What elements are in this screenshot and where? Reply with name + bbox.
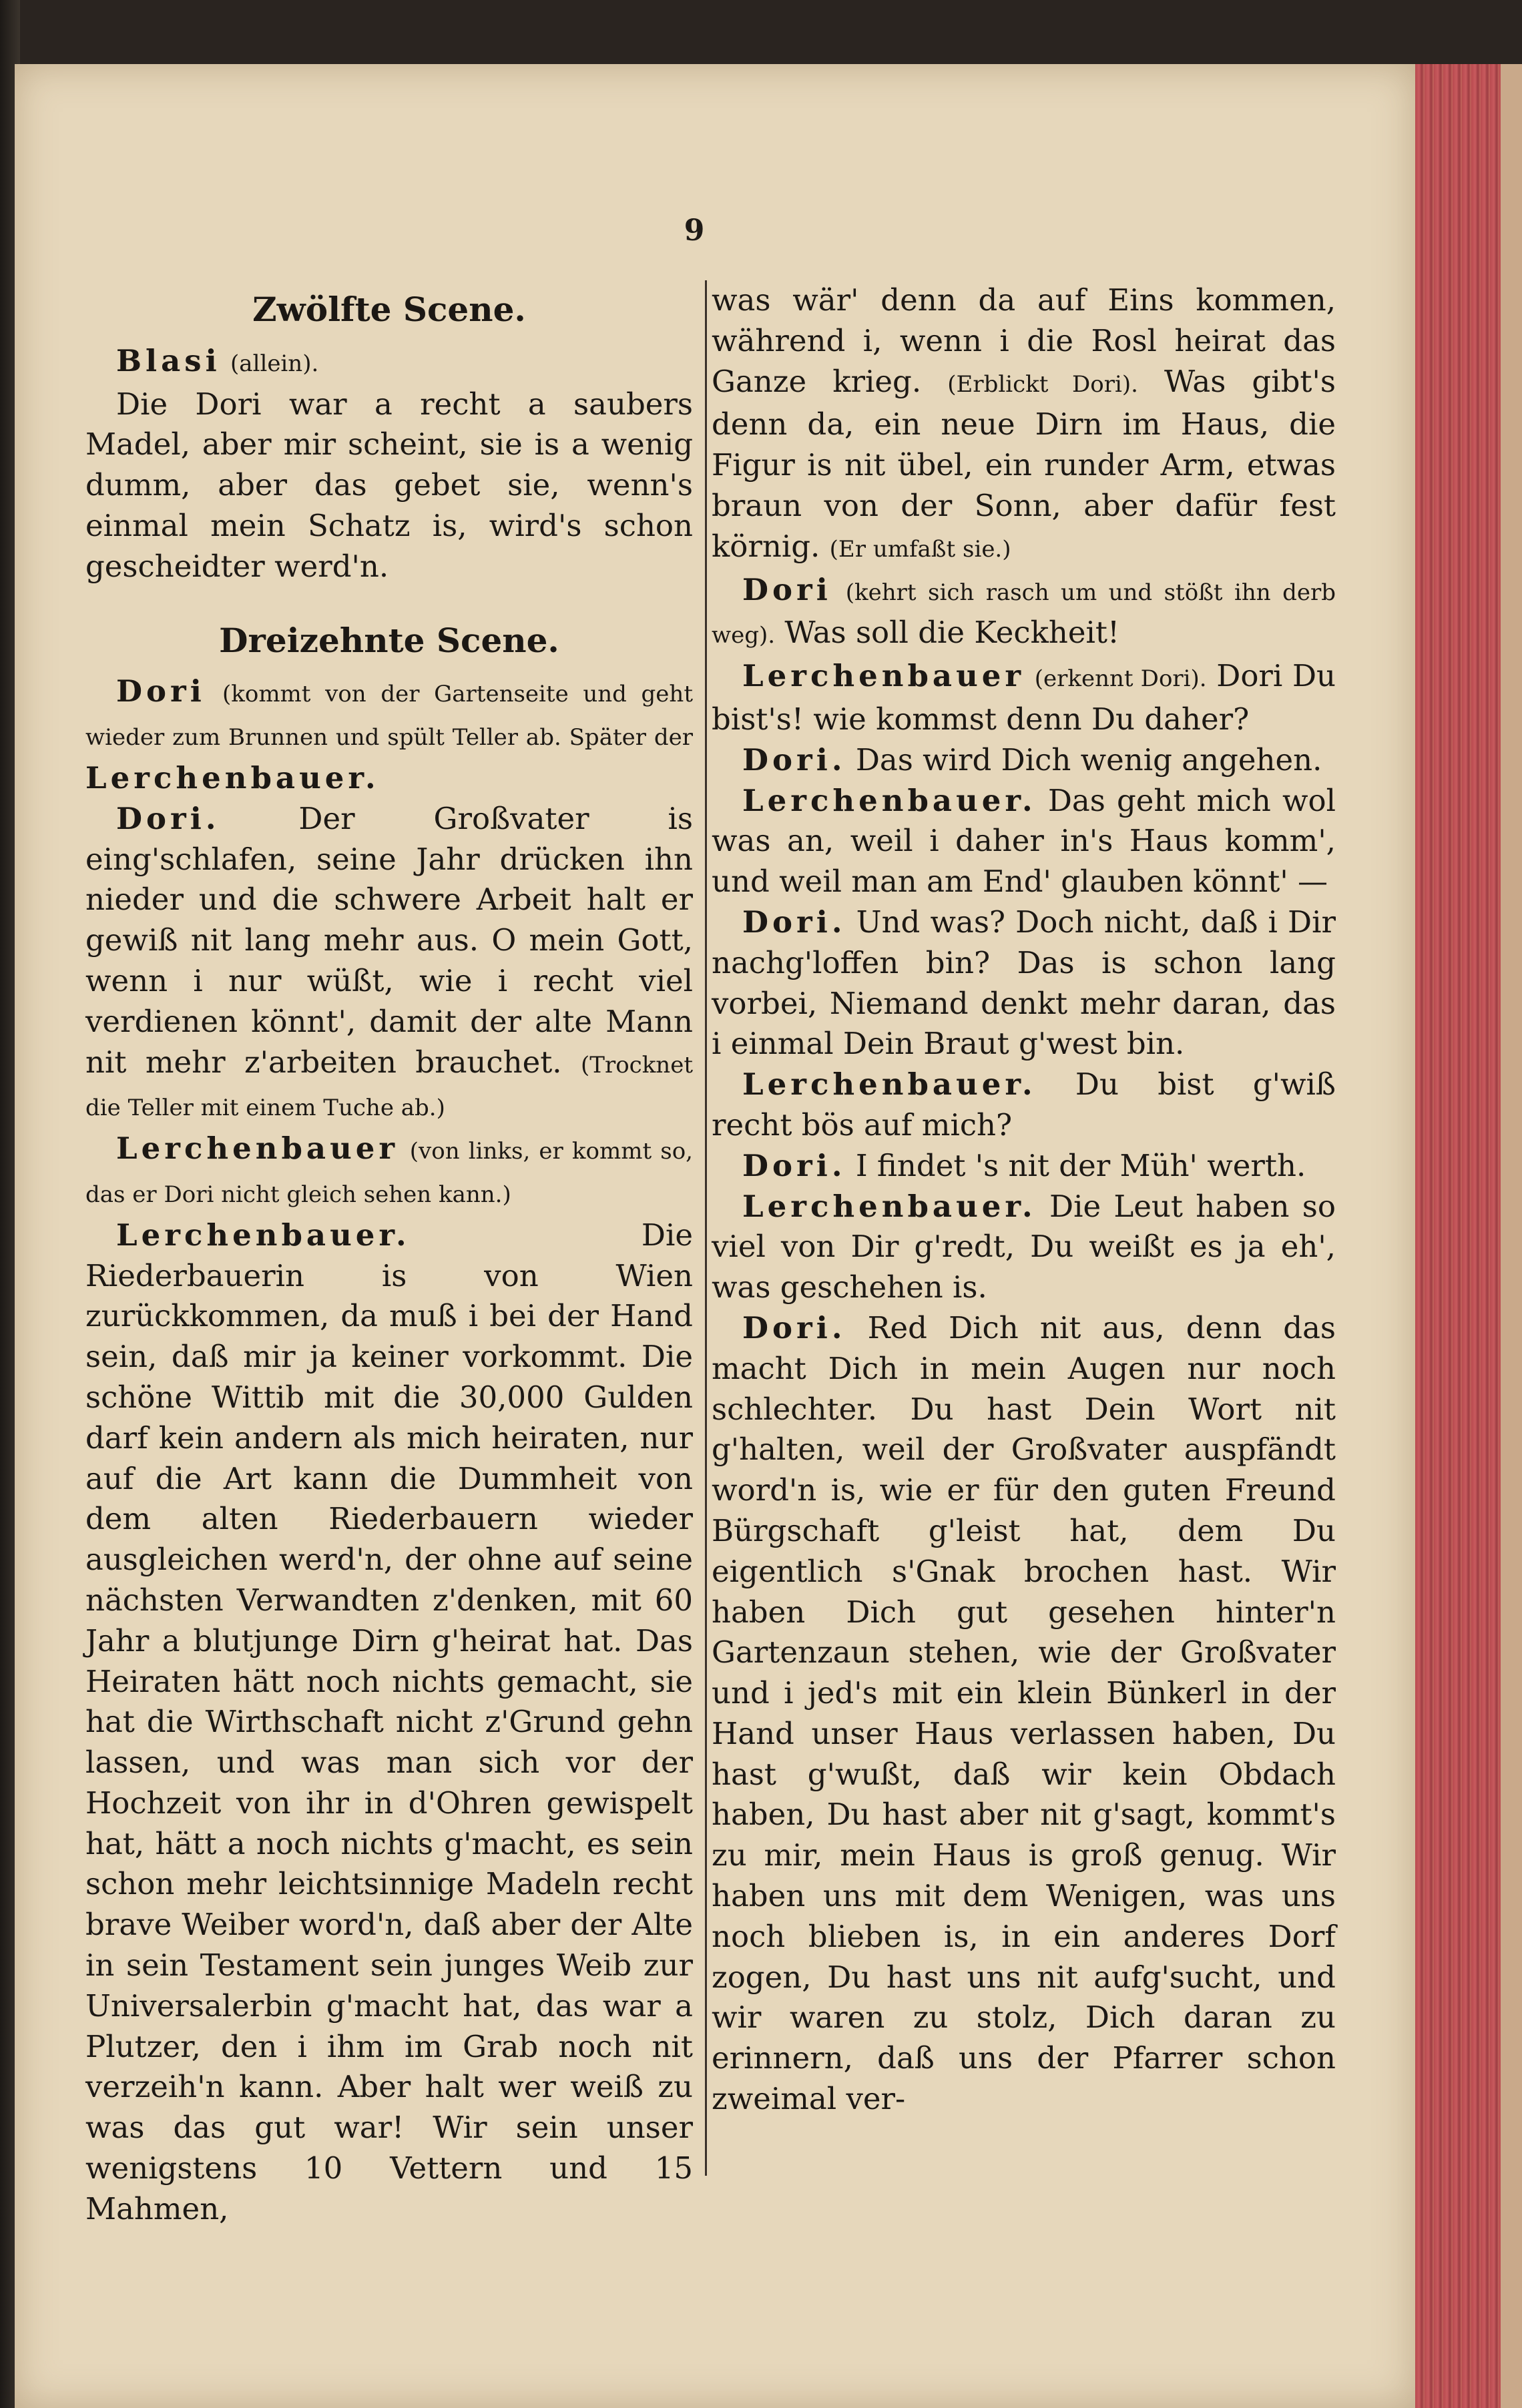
dialogue-text: Das wird Dich wenig angehen. — [855, 741, 1322, 778]
dialogue-paragraph — [712, 280, 1336, 570]
dialogue-paragraph — [712, 902, 1336, 1065]
speaker-name: Lerchenbauer. — [742, 782, 1037, 818]
dialogue-text: was wär' denn da auf Eins kommen, während i, wenn i die Rosl heirat das Ganze krieg. — [712, 282, 1336, 399]
dialogue-text: I findet 's nit der Müh' werth. — [855, 1147, 1306, 1183]
speaker-name: Lerchenbauer. — [85, 760, 380, 796]
dialogue-text: Was soll die Keckheit! — [784, 615, 1120, 651]
speaker-name: Dori. — [742, 1309, 846, 1345]
dialogue-paragraph: Die Dori war a recht a saubers Madel, aber mir scheint, sie is a wenig dumm, aber das gebet sie, wenn's einmal mein Schatz is, wird's schon gescheidter werd'n. — [85, 386, 693, 584]
dialogue-text: Das geht mich wol was an, weil i daher in's Haus komm', und weil man am End' glauben könnt' — — [712, 782, 1336, 900]
speaker-name: Dori — [742, 571, 832, 607]
dialogue-paragraph — [85, 1215, 693, 2230]
stage-direction: (allein). — [230, 350, 319, 377]
spacer — [85, 587, 693, 611]
left-column — [85, 280, 693, 2230]
speaker-name: Blasi — [116, 342, 221, 378]
dialogue-paragraph — [712, 570, 1336, 657]
scene-heading-13: Dreizehnte Scene. — [219, 620, 559, 660]
stage-direction: (Trocknet die Teller mit einem Tuche ab.) — [85, 1051, 693, 1122]
dialogue-paragraph — [712, 1187, 1336, 1308]
dialogue-paragraph — [712, 656, 1336, 740]
column-divider — [705, 280, 707, 2176]
stage-direction: (Erblickt Dori). — [947, 370, 1138, 398]
dialogue-paragraph — [712, 1308, 1336, 2120]
speaker-name: Dori. — [116, 800, 220, 836]
dialogue-paragraph — [712, 1065, 1336, 1146]
dialogue-paragraph — [85, 799, 693, 1129]
dialogue-text: Der Großvater is eing'schlafen, seine Jahr drücken ihn nieder und die schwere Arbeit halt er gewiß nit lang mehr aus. O mein Gott, wenn i nur wüßt, wie i recht viel verdienen könnt', damit der alte Mann nit mehr z'arbeiten brauchet. — [85, 800, 693, 1080]
dialogue-text: Du bist g'wiß recht bös auf mich? — [712, 1067, 1336, 1143]
speaker-name: Dori — [116, 673, 206, 709]
dialogue-text: Dori Du bist's! wie kommst denn Du daher? — [712, 658, 1336, 737]
stage-direction: (erkennt Dori). — [1034, 665, 1207, 693]
speaker-name: Lerchenbauer. — [742, 1067, 1037, 1103]
speaker-name: Lerchenbauer — [742, 658, 1025, 694]
stage-direction: (von links, er kommt so, das er Dori nicht gleich sehen kann.) — [85, 1138, 693, 1208]
speaker-name: Lerchenbauer — [116, 1131, 399, 1167]
book-cover-right — [1501, 64, 1522, 2408]
dialogue-paragraph — [712, 1146, 1336, 1187]
dialogue-paragraph — [712, 781, 1336, 902]
dialogue-text: Die Leut haben so viel von Dir g'redt, Du weißt es ja eh', was geschehen is. — [712, 1188, 1336, 1305]
speaker-name: Dori. — [742, 741, 846, 778]
stage-line — [85, 341, 693, 384]
stage-line — [85, 1129, 693, 1215]
speaker-name: Lerchenbauer. — [742, 1188, 1037, 1224]
speaker-name: Lerchenbauer. — [116, 1217, 411, 1253]
speaker-name: Dori. — [742, 1147, 846, 1183]
dialogue-text: Und was? Doch nicht, daß i Dir nachg'loffen bin? Das is schon lang vorbei, Niemand denkt mehr daran, das i einmal Dein Braut g'west bin. — [712, 904, 1336, 1062]
dialogue-text: Was gibt's denn da, ein neue Dirn im Haus, die Figur is nit übel, ein runder Arm, etwas braun von der Sonn, aber dafür fest körnig. — [712, 363, 1336, 564]
speaker-name: Dori. — [742, 904, 846, 940]
right-column — [712, 280, 1336, 2120]
scene-heading-12: Zwölfte Scene. — [252, 290, 526, 329]
stage-direction: (Er umfaßt sie.) — [829, 535, 1011, 563]
stage-direction: (kommt von der Gartenseite und geht wieder zum Brunnen und spült Teller ab. Später der — [85, 681, 693, 751]
page-number: 9 — [684, 214, 705, 248]
stage-direction: (kehrt sich rasch um und stößt ihn derb weg). — [712, 579, 1336, 649]
dialogue-text: Die Riederbauerin is von Wien zurückkommen, da muß i bei der Hand sein, daß mir ja keiner vorkommt. Die schöne Wittib mit die 30,000 Gulden darf kein andern als mich heiraten, nur auf die Art kann die Dummheit von dem alten Riederbauern wieder ausgleichen werd'n, der ohne auf seine nächsten Verwandten z'denken, mit 60 Jahr a blutjunge Dirn g'heirat hat. Das Heiraten hätt noch nichts gemacht, sie hat die Wirthschaft nicht z'Grund gehn lassen, und was man sich vor der Hochzeit von ihr in d'Ohren gewispelt hat, hätt a noch nichts g'macht, es sein schon mehr leichtsinnige Madeln recht brave Weiber word'n, daß aber der Alte in sein Testament sein junges Weib zur Universalerbin g'macht hat, das war a Plutzer, den i ihm im Grab noch nit verzeih'n kann. Aber halt wer weiß zu was das gut war! Wir sein unser wenigstens 10 Vettern und 15 Mahmen, — [85, 1217, 693, 2226]
dialogue-paragraph — [712, 740, 1336, 781]
dialogue-text: Red Dich nit aus, denn das macht Dich in mein Augen nur noch schlechter. Du hast Dein Wort nit g'halten, weil der Großvater auspfändt word'n is, wie er für den guten Freund Bürgschaft g'leist hat, dem Du eigentlich s'Gnak brochen hast. Wir haben Dich gut gesehen hinter'n Gartenzaun stehen, wie der Großvater und i jed's mit ein klein Bünkerl in der Hand unser Haus verlassen haben, Du hast g'wußt, daß wir kein Obdach haben, Du hast aber nit g'sagt, kommt's zu mir, mein Haus is groß genug. Wir haben uns mit dem Wenigen, was uns noch blieben is, in ein anderes Dorf zogen, Du hast uns nit aufg'sucht, und wir waren zu stolz, Dich daran zu erinnern, daß uns der Pfarrer schon zweimal ver- — [712, 1309, 1336, 2117]
stage-line — [85, 671, 693, 798]
